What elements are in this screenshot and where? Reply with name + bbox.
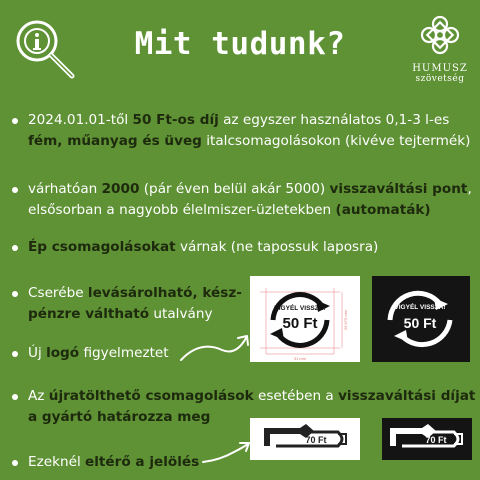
list-item: [12, 179, 478, 221]
highlight-text: levásárolható, kész-pénzre váltható: [28, 285, 242, 322]
page-title: Mit tudunk?: [134, 26, 346, 62]
plain-text: Ezeknél: [28, 454, 86, 470]
plain-text: Az: [28, 388, 49, 404]
header: [0, 0, 480, 100]
plain-text: esetében a: [253, 388, 339, 404]
highlight-text: 2000: [101, 181, 140, 197]
bullet: [12, 291, 18, 297]
highlight-text: logó: [46, 345, 80, 361]
plain-text: , elsősorban a nagyobb élelmiszer-üzletekben: [28, 181, 472, 218]
bullet: [12, 187, 18, 193]
logo-name: HUMUSZ: [412, 63, 468, 74]
plain-text: Új: [28, 345, 47, 361]
deposit-logo-value: 50 Ft: [282, 315, 318, 332]
highlight-text: újratölthető csomagolások: [48, 388, 254, 404]
bullet: [12, 118, 18, 124]
logo-subtitle: szövetség: [415, 74, 465, 84]
deposit-logo-width: 31 mm: [293, 356, 307, 361]
plain-text: az egyszer használatos 0,1-3 l-es: [218, 112, 450, 128]
deposit-logo-dark: [372, 276, 470, 362]
list-item: [12, 283, 248, 325]
highlight-text: (automaták): [335, 202, 431, 218]
item-text: [28, 452, 212, 473]
highlight-text: Ép csomagolásokat: [28, 239, 176, 255]
bullet: [12, 245, 18, 251]
plain-text: várnak (ne tapossuk laposra): [175, 239, 379, 255]
highlight-text: fém, műanyag és üveg: [28, 133, 202, 149]
highlight-text: 50 Ft-os díj: [132, 112, 219, 128]
plain-text: utalvány: [149, 306, 213, 322]
bullet: [12, 351, 18, 357]
bullet: [12, 460, 18, 466]
list-item: [12, 110, 478, 152]
highlight-text: visszaváltási pont: [329, 181, 468, 197]
info-magnifier-icon: [12, 16, 76, 80]
plain-text: figyelmeztet: [79, 345, 169, 361]
list-item: [12, 452, 212, 473]
deposit-logo-value-dark: 50 Ft: [403, 315, 437, 331]
plain-text: Cserébe: [28, 285, 88, 301]
refill-logo-value: 70 Ft: [305, 435, 327, 445]
plain-text: 2024.01.01-től: [28, 112, 133, 128]
plain-text: italcsomagolásokon (kivéve tejtermék): [201, 133, 471, 149]
curved-arrow-icon: [178, 330, 252, 364]
plain-text: várhatóan: [28, 181, 102, 197]
deposit-logo-technical: [250, 276, 360, 362]
item-text: [28, 237, 478, 258]
plain-text: (pár éven belül akár 5000): [139, 181, 330, 197]
list-item: [12, 237, 478, 258]
item-text: [28, 179, 478, 221]
humusz-logo: [410, 12, 470, 92]
refill-logo-dark: [382, 418, 472, 460]
deposit-logo-top-text-dark: VIGYÉL VISSZA!: [394, 304, 446, 311]
deposit-logo-top-text: VIGYÉL VISSZA!: [274, 305, 326, 312]
deposit-logo-height: 26,975 mm: [343, 309, 348, 331]
highlight-text: eltérő a jelölés: [85, 454, 200, 470]
curved-arrow-icon-2: [200, 440, 252, 466]
item-text: [28, 110, 478, 152]
celtic-knot-icon: [417, 12, 463, 58]
refill-logo-value-dark: 70 Ft: [425, 435, 447, 445]
refill-logo-light: [250, 418, 360, 460]
bullet: [12, 394, 18, 400]
highlight-text: visszaváltási díjat a gyártó határozza meg: [28, 388, 476, 425]
item-text: [28, 283, 248, 325]
